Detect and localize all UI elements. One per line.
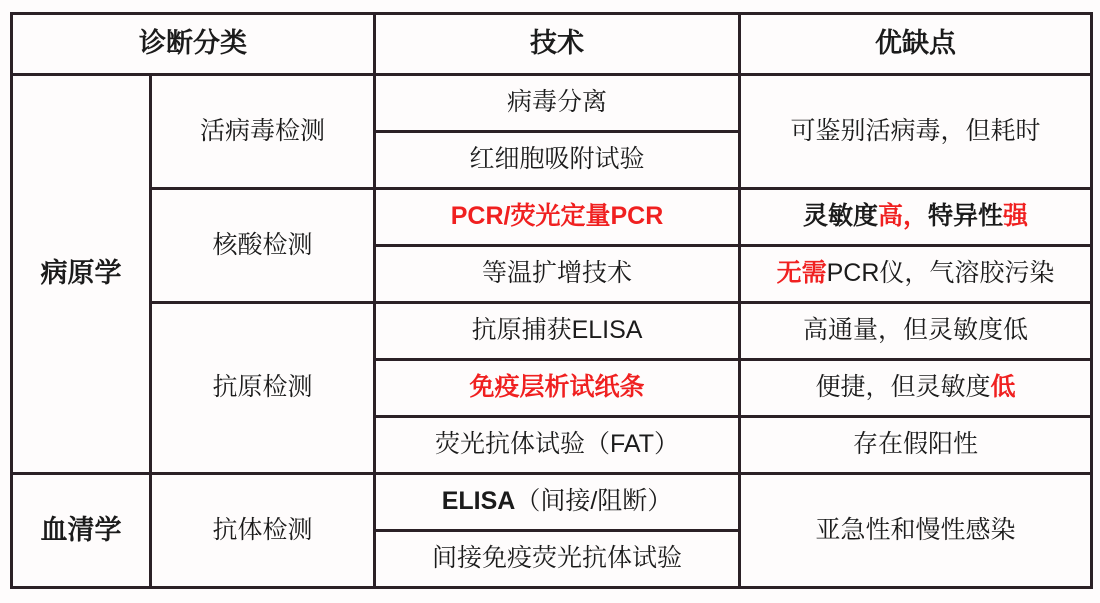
table-row [12, 303, 1092, 360]
table-row [12, 474, 1092, 531]
text-segment: 特异性 [928, 202, 1004, 231]
diagnostic-methods-table [10, 12, 1093, 589]
cell-hemadsorption-test: 红细胞吸附试验 [375, 132, 740, 189]
table-row [12, 75, 1092, 132]
cell-pcr [375, 189, 740, 246]
header-row [12, 14, 1092, 75]
text-segment: 无需 [776, 259, 827, 288]
cell-live-virus-detection: 活病毒检测 [151, 75, 375, 189]
header-pros-cons: 优缺点 [740, 14, 1092, 75]
text-segment: 免疫层析试纸条 [469, 373, 645, 402]
cell-fat-notes: 存在假阳性 [740, 417, 1092, 474]
table-row [12, 189, 1092, 246]
cell-isothermal-notes [740, 246, 1092, 303]
cell-pcr-notes [740, 189, 1092, 246]
cell-antigen-capture-elisa: 抗原捕获ELISA [375, 303, 740, 360]
cell-antigen-detection: 抗原检测 [151, 303, 375, 474]
cell-virus-isolation: 病毒分离 [375, 75, 740, 132]
text-segment: （间接/阻断） [515, 487, 673, 516]
cell-antibody-detection: 抗体检测 [151, 474, 375, 588]
header-diagnosis-category: 诊断分类 [12, 14, 375, 75]
cell-pathogenology: 病原学 [12, 75, 151, 474]
text-segment: 低 [990, 373, 1016, 402]
cell-immunochromatographic-strip [375, 360, 740, 417]
cell-elisa-indirect-blocking [375, 474, 740, 531]
text-segment: 强 [1003, 202, 1029, 231]
text-segment: PCR/荧光定量PCR [450, 202, 664, 231]
text-segment: PCR仪，气溶胶污染 [826, 259, 1055, 288]
header-technique: 技术 [375, 14, 740, 75]
cell-nucleic-acid-detection: 核酸检测 [151, 189, 375, 303]
cell-live-virus-notes: 可鉴别活病毒，但耗时 [740, 75, 1092, 189]
cell-fluorescent-antibody-test: 荧光抗体试验（FAT） [375, 417, 740, 474]
text-segment: ELISA [441, 487, 516, 516]
cell-strip-notes [740, 360, 1092, 417]
cell-indirect-immunofluorescence: 间接免疫荧光抗体试验 [375, 531, 740, 588]
text-segment: 便捷，但灵敏度 [815, 373, 991, 402]
cell-antibody-notes: 亚急性和慢性感染 [740, 474, 1092, 588]
text-segment: 灵敏度 [802, 202, 878, 231]
cell-isothermal-amplification: 等温扩增技术 [375, 246, 740, 303]
cell-antigen-capture-notes: 高通量，但灵敏度低 [740, 303, 1092, 360]
text-segment: 高， [877, 202, 928, 231]
cell-serology: 血清学 [12, 474, 151, 588]
